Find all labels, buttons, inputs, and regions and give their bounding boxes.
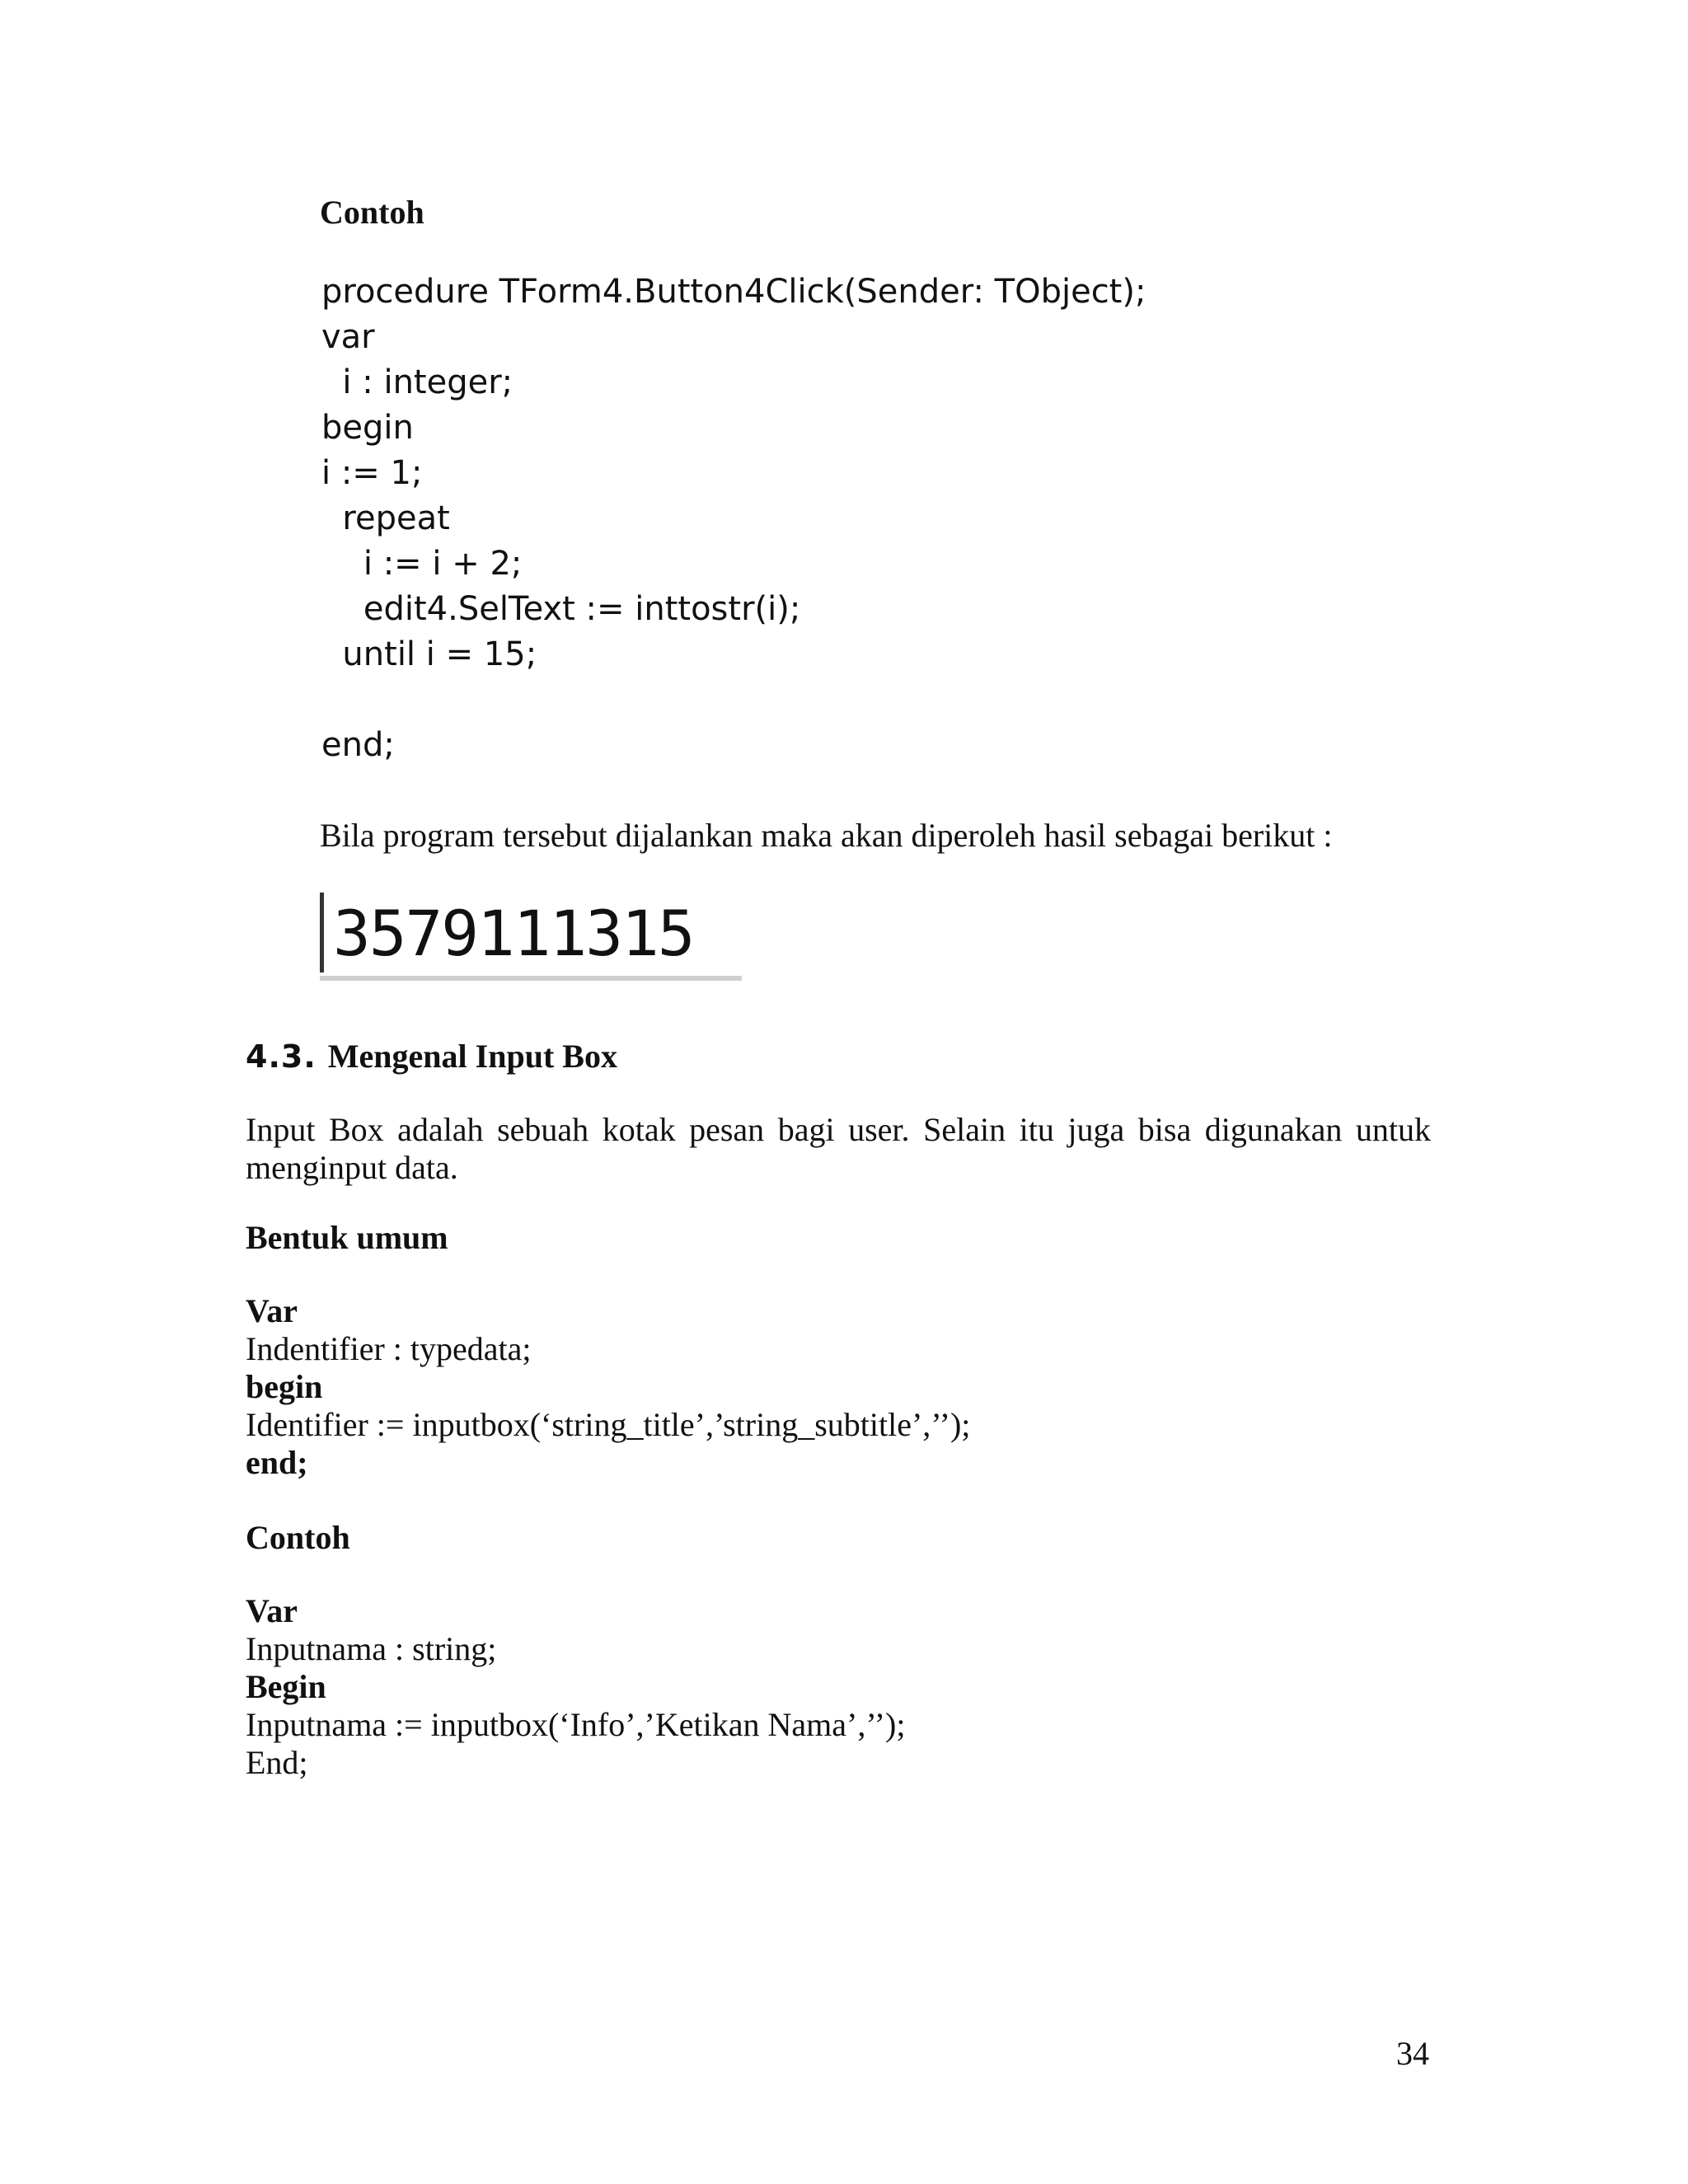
code-line: i := 1; — [321, 454, 423, 492]
syntax-line: Identifier := inputbox(‘string_title’,’string_subtitle’,’’); — [246, 1406, 971, 1443]
section-title: Mengenal Input Box — [327, 1038, 617, 1075]
example-line: Inputnama := inputbox(‘Info’,’Ketikan Nama’,’’); — [246, 1706, 906, 1743]
edit-box-bottom-border — [320, 976, 742, 981]
syntax-line: end; — [246, 1444, 308, 1481]
section-paragraph: Input Box adalah sebuah kotak pesan bagi user. Selain itu juga bisa digunakan untuk menginput data. — [246, 1111, 1431, 1186]
code-line: begin — [321, 409, 414, 447]
edit-box-value: 3579111315 — [333, 897, 694, 970]
code-line: procedure TForm4.Button4Click(Sender: TObject); — [321, 273, 1146, 311]
contoh-heading: Contoh — [246, 1519, 350, 1556]
page-number: 34 — [1396, 2035, 1429, 2072]
syntax-line: begin — [246, 1368, 323, 1405]
code-line: i : integer; — [321, 363, 513, 401]
syntax-line: Var — [246, 1292, 298, 1329]
code-line: until i = 15; — [321, 635, 537, 673]
section-number: 4.3. — [246, 1038, 316, 1075]
bentuk-umum-heading: Bentuk umum — [246, 1219, 448, 1256]
edit-box-left-border — [320, 893, 324, 972]
example-line: Begin — [246, 1668, 326, 1705]
section-heading — [246, 1033, 617, 1080]
example-heading: Contoh — [320, 194, 424, 231]
code-line: i := i + 2; — [321, 545, 523, 583]
result-sentence: Bila program tersebut dijalankan maka akan diperoleh hasil sebagai berikut : — [320, 817, 1333, 854]
edit-box-screenshot — [320, 893, 742, 982]
example-line: End; — [246, 1744, 308, 1781]
syntax-line: Indentifier : typedata; — [246, 1330, 532, 1367]
example-line: Inputnama : string; — [246, 1630, 497, 1667]
example-line: Var — [246, 1592, 298, 1629]
code-line: repeat — [321, 499, 450, 537]
code-line: end; — [321, 726, 395, 764]
code-line: var — [321, 318, 375, 356]
code-line: edit4.SelText := inttostr(i); — [321, 590, 801, 628]
